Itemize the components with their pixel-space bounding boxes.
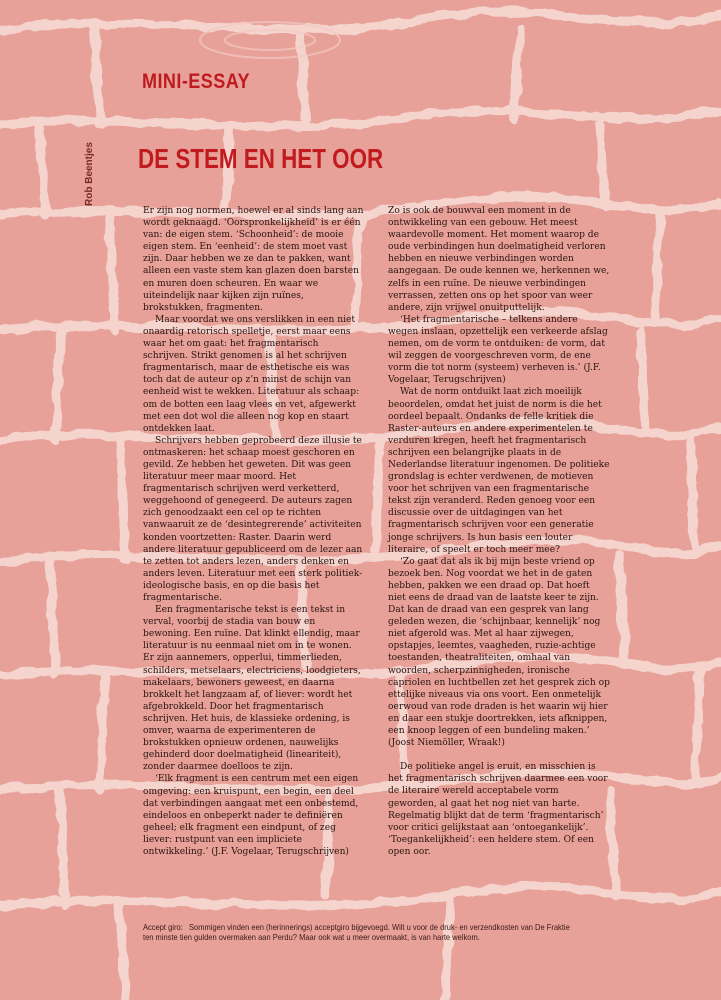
column-right (388, 205, 610, 858)
column-left (143, 205, 365, 858)
author-name: Rob Beentjes (84, 142, 95, 206)
paragraph: Maar voordat we ons verslikken in een niet onaardig retorisch spelletje, eerst maar eens waar het om gaat: het fragmentarisch schrijven. Strikt genomen is al het schrijven fragmentarisch, maar de esthetische eis was toch dat de auteur op z’n minst de schijn van eenheid wist te wekken. Literatuur als schaap: om de botten een laag vlees en vet, afgewerkt met een dot wol die alleen nog kop en staart ontdekken laat. (143, 314, 360, 434)
quote-paragraph: ‘Elk fragment is een centrum met een eigen omgeving: een kruispunt, een begin, een deel dat verbindingen aangaat met een onbestemd, eindeloos en onbeperkt nader te definiëren geheel; elk fragment een eindpunt, of zeg liever: rustpunt van een impliciete ontwikkeling.’ (J.F. Vogelaar, Terugschrijven) (143, 774, 359, 857)
paragraph: De politieke angel is eruit, en misschien is het fragmentarisch schrijven daarmee een voor de literaire wereld acceptabele vorm geworden, al gaat het nog niet van harte. Regelmatig blijkt dat de term ‘fragmentarisch’ voor critici gelijkstaat aan ‘ontoegankelijk’. ‘Toegankelijkheid’: een heldere stem. Of een open oor. (388, 762, 608, 857)
paragraph: Een fragmentarische tekst is een tekst in verval, voorbij de stadia van bouw en bewoning. Een ruïne. Dat klinkt ellendig, maar literatuur is nu eenmaal niet om in te wonen. Er zijn aannemers, opperlui, timmerlieden, schilders, metselaars, electriciens, loodgieters, makelaars, bewoners geweest, en daarna brokkelt het langzaam af, of liever: wordt het afgebrokkeld. Door het fragmentarisch schrijven. Het huis, de klassieke ordening, is omver, waarna de experimenteren de brokstukken opnieuw ordenen, nauwelijks gehinderd door doelmatigheid (lineariteit), zonder daarmee doelloos te zijn. (143, 605, 361, 773)
paragraph: Wat de norm ontduikt laat zich moeilijk beoordelen, omdat het juist de norm is die het oordeel bepaalt. Ondanks de felle kritiek die Raster-auteurs en andere experimentelen te verduren kregen, heeft het fragmentarisch schrijven een belangrijke plaats in de Nederlandse literatuur ingenomen. De politieke grondslag is echter verdwenen, de motieven voor het schrijven van een fragmentarische tekst zijn veranderd. Reden genoeg voor een discussie over de uitdagingen van het fragmentarisch schrijven voor een generatie jonge schrijvers. Is hun basis een louter literaire, of speelt er toch meer mee? (388, 387, 610, 555)
quote-paragraph: ‘Zo gaat dat als ik bij mijn beste vriend op bezoek ben. Nog voordat we het in de gaten hebben, pakken we een draad op. Dat hoeft niet eens de draad van de laatste keer te zijn. Dat kan de draad van een gesprek van lang geleden wezen, die ‘schijnbaar, kennelijk’ nog niet afgerold was. Met al haar zijwegen, opstapjes, leemtes, vaagheden, ruzie-achtige toestanden, theatraliteiten, omhaal van woorden, scherpzinnigheden, ironische capriolen en luchtbellen zet het gesprek zich op ettelijke niveaus via ons voort. Een onmetelijk oerwoud van rode draden is het waarin wij hier en daar een stukje doortrekken, iets afknippen, een knoop leggen of een bundeling maken.’ (Joost Niemöller, Wraak!) (388, 556, 610, 749)
paragraph: Er zijn nog normen, hoewel er al sinds lang aan wordt geknaagd. ‘Oorspronkelijkheid’ is er één van: de eigen stem. ‘Schoonheid’: de mooie eigen stem. En ‘eenheid’: de stem moet vast zijn. Daar hebben we ze dan te pakken, want alleen een vaste stem kan glazen doen barsten en muren doen scheuren. En waar we uiteindelijk naar kijken zijn ruïnes, brokstukken, fragmenten. (143, 206, 364, 313)
footer-note (143, 923, 580, 943)
quote-paragraph: ‘Het fragmentarische – telkens andere wegen inslaan, opzettelijk een verkeerde afslag nemen, om de vorm te ontduiken: de vorm, dat wil zeggen de voorgeschreven vorm, de ene vorm die tot norm (systeem) verheven is.’ (J.F. Vogelaar, Terugschrijven) (388, 314, 608, 386)
footer-text: Sommigen vinden een (herinnerings) acceptgiro bijgevoegd. Wilt u voor de druk- en verzendkosten van De Fraktie ten minste tien gulden overmaken aan Perdu? Maar ook wat u meer overmaakt, is van harte welkom. (143, 923, 570, 943)
article-title: DE STEM EN HET OOR (138, 143, 384, 174)
paragraph: Zo is ook de bouwval een moment in de ontwikkeling van een gebouw. Het meest waardevolle moment. Het moment waarop de oude verbindingen hun doelmatigheid verloren hebben en nieuwe verbindingen worden aangegaan. De oude kennen we, herkennen we, zelfs in een ruïne. De nieuwe verbindingen verrassen, zetten ons op het spoor van weer andere, zijn vrijwel onuitputtelijk. (388, 206, 610, 313)
paragraph: Schrijvers hebben geprobeerd deze illusie te ontmaskeren: het schaap moest geschoren en gevild. Ze hebben het geweten. Dit was geen literatuur meer maar moord. Het fragmentarisch schrijven werd verketterd, weggehoond of genegeerd. De auteurs zagen zich genoodzaakt een cel op te richten vanwaaruit ze de ‘desintegrerende’ activiteiten konden voortzetten: Raster. Daarin werd andere literatuur gepubliceerd om de lezer aan te zetten tot anders lezen, anders denken en anders leven. Literatuur met een sterk politiek-ideologische basis, en op die basis het fragmentarische. (143, 435, 363, 603)
section-label: MINI-ESSAY (142, 70, 251, 93)
footer-label: Accept giro: (143, 923, 183, 932)
